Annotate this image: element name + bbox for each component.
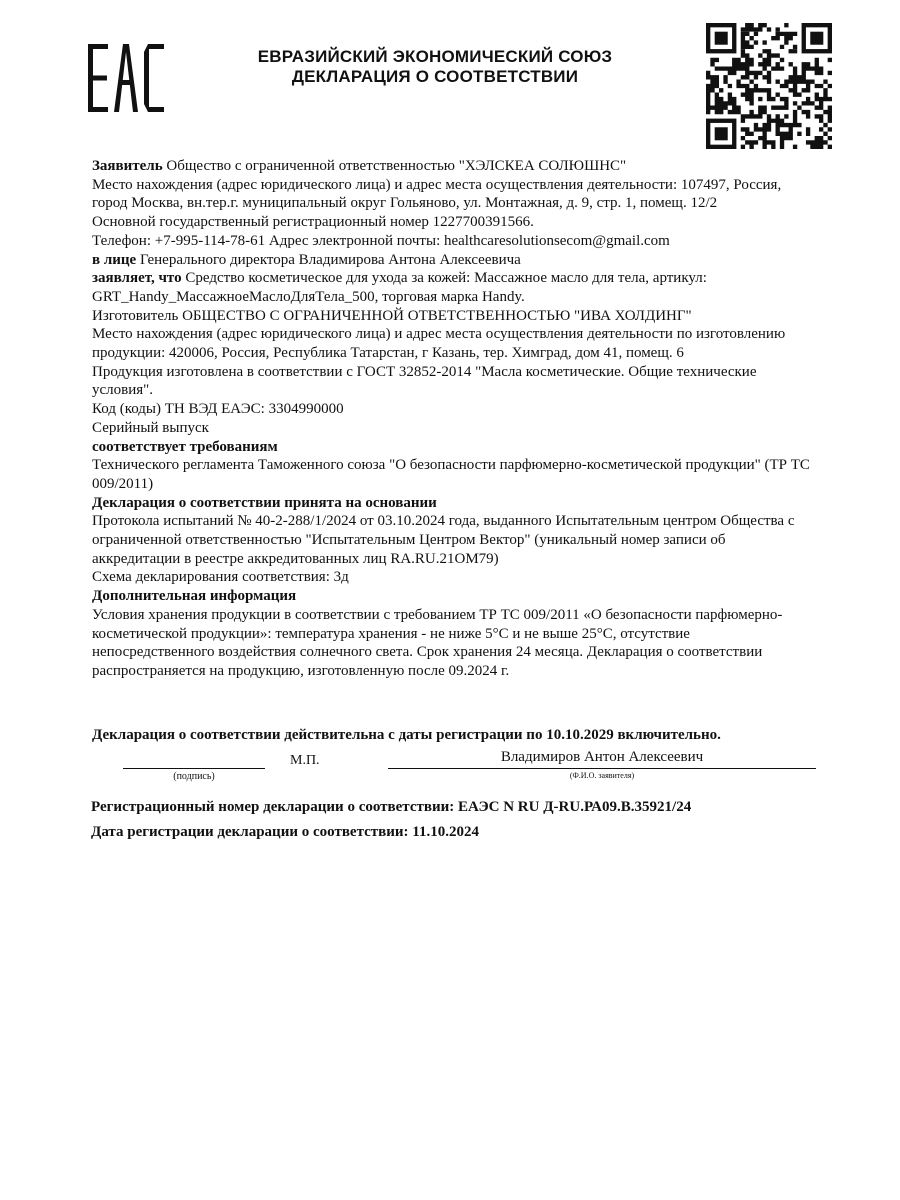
signatory-name: Владимиров Антон Алексеевич	[500, 749, 704, 765]
basis-text: Протокола испытаний № 40-2-288/1/2024 от 03.10.2024 года, выданного Испытательным центром Общества с ограниченной ответственностью "Испытательным Центром Вектор" (уникальный номер записи об аккредитации в реестре аккредитованных лиц RA.RU.21ОМ79)	[92, 513, 795, 567]
qr-finder-bottom-left	[706, 119, 736, 149]
qr-finder-top-left	[706, 23, 736, 53]
requirements-label: соответствует требованиям	[92, 438, 278, 455]
qr-code-graphic	[706, 23, 832, 149]
signature-line	[123, 768, 265, 769]
additional-info-label: Дополнительная информация	[92, 588, 297, 605]
person-label: в лице	[92, 251, 137, 268]
additional-info-text: Условия хранения продукции в соответствии с требованием ТР ТС 009/2011 «О безопасности парфюмерно-косметической продукции»: температура хранения - не ниже 5°С и не выше 25°С, отсутствие непосредственного воздействия солнечного света. Срок хранения 24 месяца. Декларация о соответствии распространяется на продукцию, изготовленную после 09.2024 г.	[92, 606, 783, 679]
declaration-body	[92, 157, 812, 681]
person-name: Генерального директора Владимирова Антона Алексеевича	[136, 251, 521, 268]
declaration-scheme: Схема декларирования соответствия: 3д	[92, 569, 349, 586]
signature-caption: (подпись)	[173, 771, 215, 782]
header-declaration-title: ДЕКЛАРАЦИЯ О СООТВЕТСТВИИ	[291, 67, 579, 86]
document-header	[200, 47, 670, 87]
applicant-contacts: Телефон: +7-995-114-78-61 Адрес электронной почты: healthcaresolutionsecom@gmail.com	[92, 232, 670, 249]
qr-finder-top-right	[802, 23, 832, 53]
stamp-placeholder: М.П.	[290, 753, 320, 768]
requirements-text: Технического регламента Таможенного союза "О безопасности парфюмерно-косметической продукции" (ТР ТС 009/2011)	[92, 457, 810, 492]
eac-logo	[86, 44, 166, 112]
registration-number: Регистрационный номер декларации о соответствии: ЕАЭС N RU Д-RU.РА09.В.35921/24	[91, 799, 692, 815]
applicant-label: Заявитель	[92, 158, 163, 174]
applicant-name: Общество с ограниченной ответственностью "ХЭЛСКЕА СОЛЮШНС"	[162, 158, 627, 174]
manufacturer-address: Место нахождения (адрес юридического лица) и адрес места осуществления деятельности по изготовлению продукции: 420006, Россия, Республика Татарстан, г Казань, тер. Химград, дом 41, помещ. 6	[92, 326, 786, 362]
product-standard: Продукция изготовлена в соответствии с ГОСТ 32852-2014 "Масла косметические. Общие технические условия".	[92, 363, 757, 399]
production-type: Серийный выпуск	[92, 419, 209, 436]
signatory-name-caption: (Ф.И.О. заявителя)	[569, 771, 635, 780]
registration-date: Дата регистрации декларации о соответствии: 11.10.2024	[91, 824, 479, 840]
signatory-name-line	[388, 768, 816, 769]
hs-code: Код (коды) ТН ВЭД ЕАЭС: 3304990000	[92, 401, 344, 418]
header-union-title: ЕВРАЗИЙСКИЙ ЭКОНОМИЧЕСКИЙ СОЮЗ	[257, 47, 613, 66]
applicant-person-line	[92, 251, 812, 270]
product-description: Средство косметическое для ухода за кожей: Массажное масло для тела, артикул: GRT_Handy_МассажноеМаслоДляТела_500, торговая марка Handy.	[92, 270, 707, 305]
product-line	[92, 269, 812, 306]
applicant-ogrn: Основной государственный регистрационный номер 1227700391566.	[92, 214, 534, 231]
basis-label: Декларация о соответствии принята на основании	[92, 494, 437, 511]
validity-statement: Декларация о соответствии действительна с даты регистрации по 10.10.2029 включительно.	[92, 727, 721, 743]
declares-label: заявляет, что	[92, 270, 182, 287]
qr-code-icon	[706, 23, 832, 149]
applicant-line	[92, 157, 812, 176]
applicant-address: Место нахождения (адрес юридического лица) и адрес места осуществления деятельности: 107497, Россия, город Москва, вн.тер.г. муниципальный округ Гольяново, ул. Монтажная, д. 9, стр. 1, помещ. 12/2	[92, 176, 782, 212]
eac-mark	[86, 44, 166, 112]
manufacturer: Изготовитель ОБЩЕСТВО С ОГРАНИЧЕННОЙ ОТВЕТСТВЕННОСТЬЮ "ИВА ХОЛДИНГ"	[92, 307, 692, 324]
